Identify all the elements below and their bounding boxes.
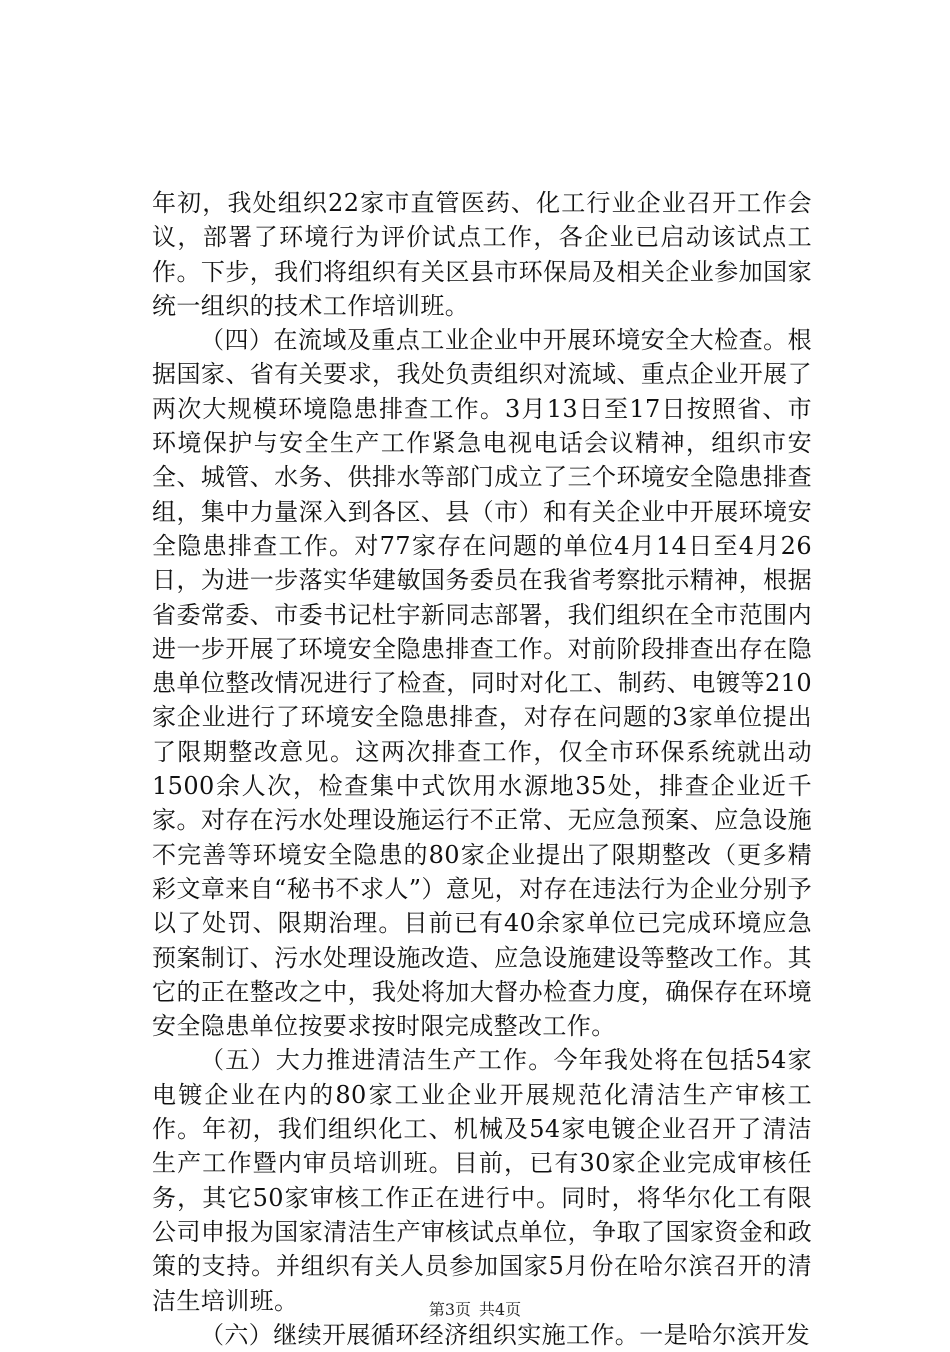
page-footer [0,1297,950,1320]
page-total: 共4页 [479,1300,522,1319]
paragraph-clean-production: （五）大力推进清洁生产工作。今年我处将在包括54家电镀企业在内的80家工业企业开展规范化清洁生产审核工作。年初，我们组织化工、机械及54家电镀企业召开了清洁生产工作暨内审员培训班。目前，已有30家企业完成审核任务，其它50家审核工作正在进行中。同时，将华尔化工有限公司申报为国家清洁生产审核试点单位，争取了国家资金和政策的支持。并组织有关人员参加国家5月份在哈尔滨召开的清洁生培训班。 [152,1046,812,1315]
document-body [152,186,812,1352]
page-number: 第3页 [428,1300,471,1319]
paragraph-circular-economy: （六）继续开展循环经济组织实施工作。一是哈尔滨开发 [200,1320,810,1349]
paragraph-safety-inspection: （四）在流域及重点工业企业中开展环境安全大检查。根据国家、省有关要求，我处负责组织对流域、重点企业开展了两次大规模环境隐患排查工作。3月13日至17日按照省、市环境保护与安全生产工作紧急电视电话会议精神，组织市安全、城管、水务、供排水等部门成立了三个环境安全隐患排查组，集中力量深入到各区、县（市）和有关企业中开展环境安全隐患排查工作。对77家存在问题的单位4月14日至4月26日，为进一步落实华建敏国务委员在我省考察批示精神，根据省委常委、市委书记杜宇新同志部署，我们组织在全市范围内进一步开展了环境安全隐患排查工作。对前阶段排查出存在隐患单位整改情况进行了检查，同时对化工、制药、电镀等210家企业进行了环境安全隐患排查，对存在问题的3家单位提出了限期整改意见。这两次排查工作，仅全市环保系统就出动1500余人次，检查集中式饮用水源地35处，排查企业近千家。对存在污水处理设施运行不正常、无应急预案、应急设施不完善等环境安全隐患的80家企业提出了限期整改（更多精彩文章来自“秘书不求人”）意见，对存在违法行为企业分别予以了处罚、限期治理。目前已有40余家单位已完成环境应急预案制订、污水处理设施改造、应急设施建设等整改工作。其它的正在整改之中，我处将加大督办检查力度，确保存在环境安全隐患单位按要求按时限完成整改工作。 [152,326,812,1041]
paragraph-environmental-evaluation: 年初，我处组织22家市直管医药、化工行业企业召开工作会议，部署了环境行为评价试点工作，各企业已启动该试点工作。下步，我们将组织有关区县市环保局及相关企业参加国家统一组织的技术工作培训班。 [152,189,812,320]
